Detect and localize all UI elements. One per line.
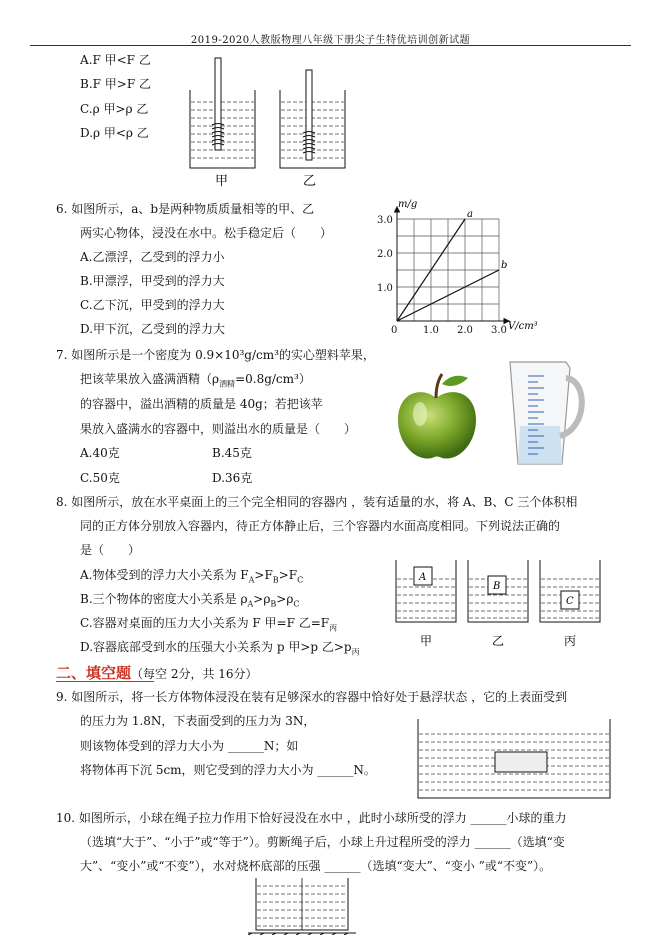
q7-line-4: 果放入盛满水的容器中，则溢出水的质量是（ ） (80, 422, 357, 436)
x-tick-label: 2.0 (457, 325, 473, 336)
q5-option-c: C.ρ 甲>ρ 乙 (80, 102, 149, 116)
q8-option-b: B.三个物体的密度大小关系是 $\rho_A>\rho_B>\rho_C$ (80, 592, 300, 609)
header-divider (30, 45, 631, 46)
chart-y-axis-label: m/g (398, 199, 418, 210)
q8-option-a: A.物体受到的浮力大小关系为 $F_A>F_B>F_C$ (80, 568, 304, 585)
q6-option-b: B.甲漂浮，甲受到的浮力大 (80, 274, 225, 288)
q10-beaker-figure (248, 874, 358, 935)
q8-line-1: 8. 如图所示，放在水平桌面上的三个完全相同的容器内 ，装有适量的水，将 A、B、C 三个体积相 (56, 495, 578, 509)
q8-label-jia: 甲 (420, 634, 433, 648)
series-label-b: b (501, 260, 508, 271)
q5-label-yi: 乙 (303, 174, 317, 189)
q6-mass-volume-chart (370, 195, 550, 340)
q8-label-yi: 乙 (492, 634, 505, 648)
x-tick-label: 1.0 (423, 325, 439, 336)
q9-line-1: 9. 如图所示，将一长方体物体浸没在装有足够深水的容器中恰好处于悬浮状态 ，它的上表面受到 (56, 690, 568, 704)
q8-option-c: C.容器对桌面的压力大小关系为 F 甲=F 乙$=F_丙$ (80, 616, 338, 633)
q10-line-2: （选填“大于”、“小于”或“等于”）。剪断绳子后，小球上升过程所受的浮力 ______（选填“变 (80, 835, 565, 849)
section-2-title: 二、填空题 (56, 664, 132, 682)
series-label-a: a (467, 209, 473, 220)
x-tick-label: 0 (391, 325, 398, 336)
section-2-heading (56, 662, 258, 683)
q7-option-a: A.40克 (80, 446, 120, 460)
q8-line-2: 同的正方体分别放入容器内，待正方体静止后，三个容器内水面高度相同。下列说法正确的 (80, 519, 561, 533)
q7-line-2: 把该苹果放入盛满酒精$(\rho_{酒精}=0.8g/cm^3)$ (80, 372, 311, 389)
q5-option-b: B.F 甲>F 乙 (80, 77, 151, 91)
cube-b-label: B (493, 581, 501, 592)
q7-option-b: B.45克 (212, 446, 252, 460)
rod-yi (306, 70, 312, 160)
q9-line-3: 则该物体受到的浮力大小为 ______N；如 (80, 739, 299, 753)
measuring-jug-image (500, 354, 590, 472)
y-tick-label: 3.0 (377, 215, 393, 226)
q8-option-d: D.容器底部受到水的压强大小关系为 p 甲>p 乙$>p_丙$ (80, 640, 360, 657)
apple-image (392, 370, 482, 465)
q6-line-1: 6. 如图所示，a、b是两种物质质量相等的甲、乙 (56, 202, 315, 216)
y-tick-label: 1.0 (377, 283, 393, 294)
q6-line-2: 两实心物体，浸没在水中。松手稳定后（ ） (80, 226, 333, 240)
q8-label-bing: 丙 (564, 634, 577, 648)
q5-option-a: A.F 甲<F 乙 (80, 53, 151, 67)
q5-label-jia: 甲 (215, 174, 229, 189)
rod-jia (215, 58, 221, 150)
section-2-note: （每空 2分，共 16分） (131, 667, 258, 681)
x-tick-label: 3.0 (491, 325, 507, 336)
q7-option-c: C.50克 (80, 471, 120, 485)
section-2-underline (56, 681, 154, 682)
q9-line-2: 的压力为 1.8N，下表面受到的压力为 3N， (80, 714, 316, 728)
q7-line-3: 的容器中，溢出酒精的质量是 40g；若把该苹 (80, 397, 323, 411)
q9-container-figure (415, 716, 615, 801)
q6-option-a: A.乙漂浮，乙受到的浮力小 (80, 250, 225, 264)
y-tick-label: 2.0 (377, 249, 393, 260)
q9-line-4: 将物体再下沉 5cm，则它受到的浮力大小为 ______N。 (80, 763, 376, 777)
q7-option-d: D.36克 (212, 471, 253, 485)
q8-line-3: 是（ ） (80, 543, 141, 557)
page-header: 2019-2020人教版物理八年级下册尖子生特优培训创新试题 (190, 35, 471, 46)
q8-containers-figure (393, 557, 608, 652)
q5-beakers-figure (185, 55, 365, 190)
q10-line-1: 10. 如图所示，小球在绳子拉力作用下恰好浸没在水中 ，此时小球所受的浮力 ______小球的重力 (56, 811, 567, 825)
chart-x-axis-label: V/cm³ (508, 321, 538, 332)
q5-option-d: D.ρ 甲<ρ 乙 (80, 126, 149, 140)
q6-option-c: C.乙下沉，甲受到的浮力大 (80, 298, 225, 312)
submerged-block (495, 752, 547, 772)
q10-line-3: 大”、“变小”或“不变”），水对烧杯底部的压强 ______（选填“变大”、“变小 ”或“不变”）。 (80, 859, 552, 873)
q7-line-1: 7. 如图所示是一个密度为 0.9×10³g/cm³的实心塑料苹果， (56, 348, 375, 362)
cube-a-label: A (419, 572, 427, 583)
cube-c-label: C (566, 596, 574, 607)
q6-option-d: D.甲下沉，乙受到的浮力大 (80, 322, 226, 336)
